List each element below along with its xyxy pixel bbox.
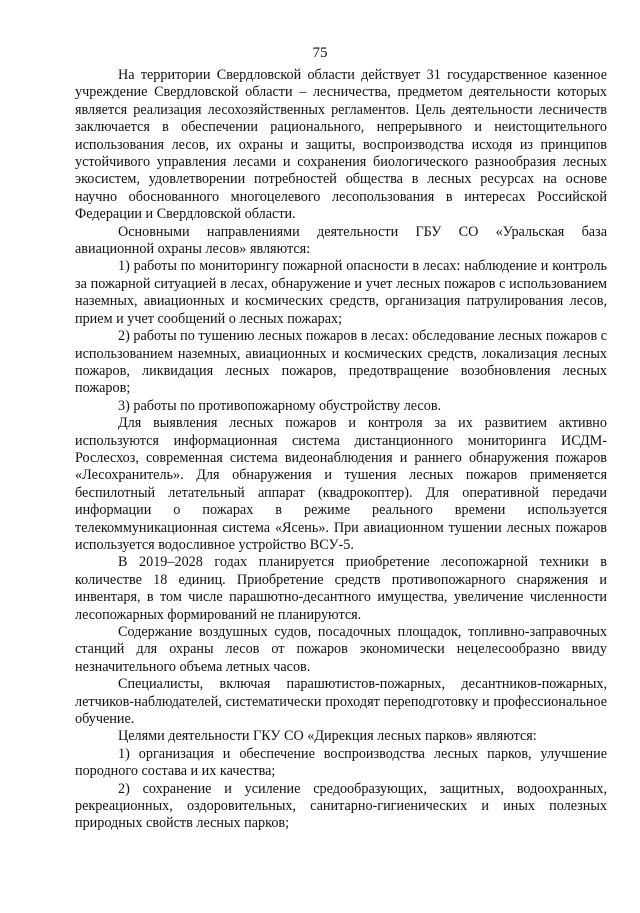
list-item-park-reproduction: 1) организация и обеспечение воспроизводства лесных парков, улучшение породного состава и их качества; bbox=[75, 745, 607, 780]
paragraph-detection-systems: Для выявления лесных пожаров и контроля за их развитием активно используются информационная система дистанционного мониторинга ИСДМ-Рослесхоз, современная система видеонаблюдения и раннего обнаружения пожаров «Лесохранитель». Для обнаружения и тушения лесных пожаров применяется беспилотный летательный аппарат (квадрокоптер). Для оперативной передачи информации о пожарах в режиме реального времени используется телекоммуникационная система «Ясень». При авиационном тушении лесных пожаров используется водосливное устройство ВСУ-5. bbox=[75, 415, 607, 553]
document-body bbox=[75, 67, 607, 833]
page-number: 75 bbox=[312, 45, 328, 61]
paragraph-aircraft-maintenance: Содержание воздушных судов, посадочных площадок, топливно-заправочных станций для охраны лесов от пожаров экономически нецелесообразно ввиду незначительного объема летных часов. bbox=[75, 624, 607, 675]
list-item-fire-prevention: 3) работы по противопожарному обустройству лесов. bbox=[118, 397, 442, 414]
paragraph-training: Специалисты, включая парашютистов-пожарных, десантников-пожарных, летчиков-наблюдателей, систематически проходят переподготовку и профессиональное обучение. bbox=[75, 676, 607, 728]
list-item-monitoring: 1) работы по мониторингу пожарной опасности в лесах: наблюдение и контроль за пожарной ситуацией в лесах, обнаружение и учет лесных пожаров с использованием наземных, авиационных и космических средств, организация патрулирования лесов, прием и учет сообщений о лесных пожарах; bbox=[75, 258, 607, 327]
paragraph-parks-goals-intro: Целями деятельности ГКУ СО «Дирекция лесных парков» являются: bbox=[118, 728, 537, 745]
list-item-park-preservation: 2) сохранение и усиление средообразующих, защитных, водоохранных, рекреационных, оздоровительных, санитарно-гигиенических и иных полезных природных свойств лесных парков; bbox=[75, 780, 607, 832]
list-item-firefighting: 2) работы по тушению лесных пожаров в лесах: обследование лесных пожаров с использованием наземных, авиационных и космических средств, локализация лесных пожаров, ликвидация лесных пожаров, предотвращение возобновления лесных пожаров; bbox=[75, 328, 607, 397]
paragraph-equipment-plan: В 2019–2028 годах планируется приобретение лесопожарной техники в количестве 18 единиц. Приобретение средств противопожарного снаряжения и инвентаря, в том числе парашютно-десантного имущества, увеличение численности лесопожарных формирований не планируются. bbox=[75, 554, 607, 623]
paragraph-aviation-base-intro: Основными направлениями деятельности ГБУ СО «Уральская база авиационной охраны лесов» являются: bbox=[75, 223, 607, 258]
paragraph-lesnichestva: На территории Свердловской области действует 31 государственное казенное учреждение Свердловской области – лесничества, предметом деятельности которых является реализация лесохозяйственных регламентов. Цель деятельности лесничеств заключается в обеспечении рационального, непрерывного и неистощительного использования лесов, их охраны и защиты, воспроизводства исходя из принципов устойчивого управления лесами и сохранения биологического разнообразия лесных экосистем, удовлетворении потребностей общества в лесных ресурсах на основе научно обоснованного многоцелевого лесопользования в интересах Российской Федерации и Свердловской области. bbox=[75, 67, 607, 223]
